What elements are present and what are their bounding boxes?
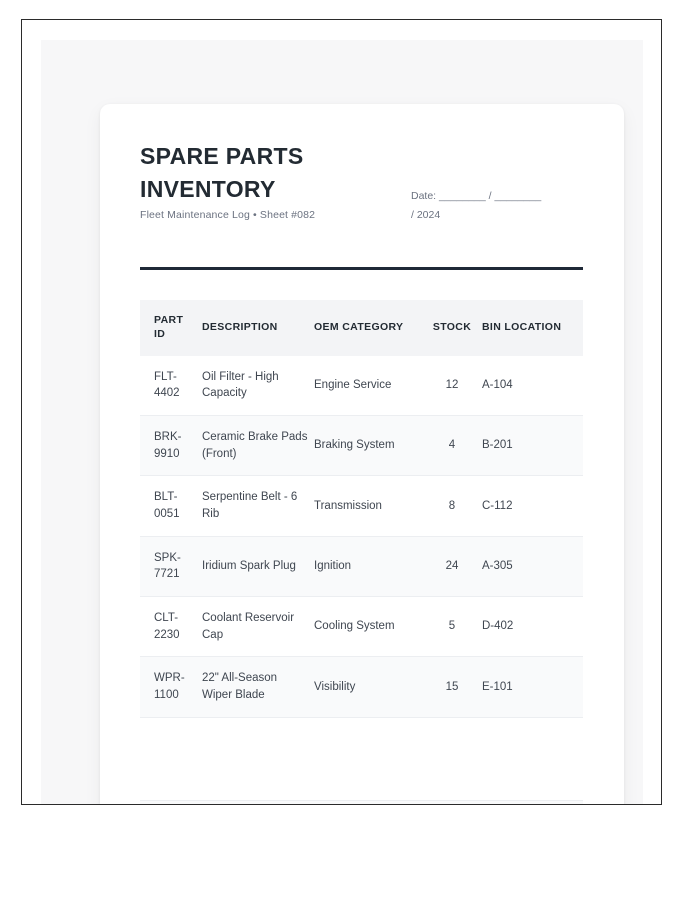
cell-oem-category: Transmission: [314, 476, 422, 536]
table-head: [140, 300, 583, 356]
column-header-oem-category: OEM CATEGORY: [314, 300, 422, 356]
cell-oem-category: Braking System: [314, 416, 422, 476]
cell-part-id: SPK-7721: [140, 536, 202, 596]
cell-stock: 15: [422, 657, 482, 717]
table-row[interactable]: [140, 356, 583, 416]
cell-description: Serpentine Belt - 6 Rib: [202, 476, 314, 536]
page-title: SPARE PARTS INVENTORY: [140, 143, 304, 202]
cell-oem-category: Engine Service: [314, 356, 422, 416]
cell-stock: 5: [422, 597, 482, 657]
table-header-row: [140, 300, 583, 356]
cell-oem-category: Visibility: [314, 657, 422, 717]
cell-bin-location: A-104: [482, 356, 583, 416]
cell-part-id: FLT-4402: [140, 356, 202, 416]
date-field-line-1[interactable]: Date: ________ / ________: [411, 190, 542, 202]
column-header-description: DESCRIPTION: [202, 300, 314, 356]
title-block: [140, 140, 410, 221]
date-field-line-2[interactable]: / 2024: [411, 209, 441, 222]
cell-stock: 12: [422, 356, 482, 416]
table-row[interactable]: [140, 476, 583, 536]
cell-part-id: CLT-2230: [140, 597, 202, 657]
table-row[interactable]: [140, 597, 583, 657]
cell-bin-location: B-201: [482, 416, 583, 476]
inventory-sheet-card: [100, 104, 624, 805]
spare-parts-table: [140, 300, 583, 778]
column-header-part-id: PART ID: [140, 300, 202, 356]
table-row[interactable]: [140, 416, 583, 476]
sheet-content: [140, 140, 583, 805]
blank-cell: [140, 717, 202, 778]
cell-part-id: BRK-9910: [140, 416, 202, 476]
date-field[interactable]: [411, 187, 581, 226]
column-header-stock: STOCK: [422, 300, 482, 356]
cell-stock: 24: [422, 536, 482, 596]
cell-oem-category: Cooling System: [314, 597, 422, 657]
cell-bin-location: C-112: [482, 476, 583, 536]
cell-description: Iridium Spark Plug: [202, 536, 314, 596]
cell-description: 22" All-Season Wiper Blade: [202, 657, 314, 717]
blank-cell: [482, 717, 583, 778]
cell-part-id: BLT-0051: [140, 476, 202, 536]
cell-description: Ceramic Brake Pads (Front): [202, 416, 314, 476]
cell-bin-location: E-101: [482, 657, 583, 717]
column-header-bin-location: BIN LOCATION: [482, 300, 583, 356]
page-subtitle: Fleet Maintenance Log • Sheet #082: [140, 209, 316, 222]
cell-oem-category: Ignition: [314, 536, 422, 596]
footer-band: [140, 800, 583, 805]
blank-cell: [422, 717, 482, 778]
sheet-header: [140, 140, 583, 256]
cell-bin-location: D-402: [482, 597, 583, 657]
page-backdrop: [41, 40, 643, 805]
cell-stock: 4: [422, 416, 482, 476]
header-divider: [140, 267, 583, 270]
table-row[interactable]: [140, 657, 583, 717]
cell-stock: 8: [422, 476, 482, 536]
table-row[interactable]: [140, 536, 583, 596]
blank-cell: [314, 717, 422, 778]
cell-bin-location: A-305: [482, 536, 583, 596]
blank-cell: [202, 717, 314, 778]
document-frame: [21, 19, 662, 805]
cell-description: Oil Filter - High Capacity: [202, 356, 314, 416]
cell-description: Coolant Reservoir Cap: [202, 597, 314, 657]
cell-part-id: WPR-1100: [140, 657, 202, 717]
table-blank-row: [140, 717, 583, 778]
table-body: [140, 356, 583, 778]
